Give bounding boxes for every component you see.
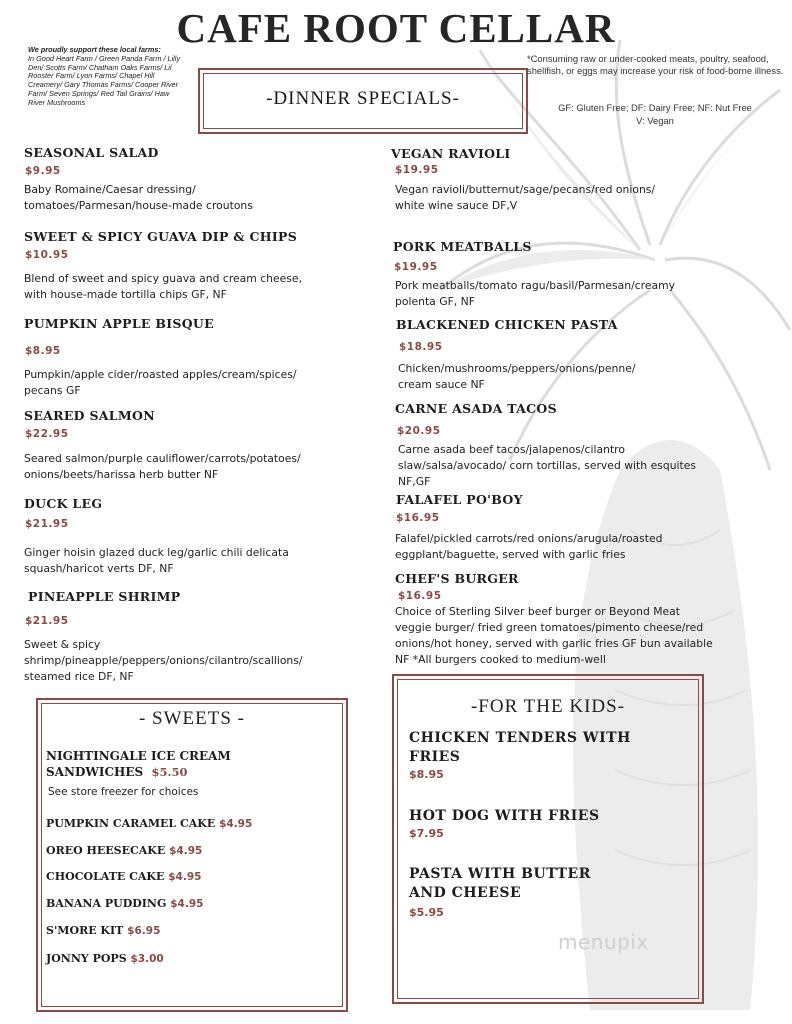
item-name: BLACKENED CHICKEN PASTA: [396, 317, 618, 332]
sweet-item: CHOCOLATE CAKE $4.95: [46, 870, 202, 883]
sweet-note: See store freezer for choices: [48, 786, 199, 798]
sweet-price: $4.95: [169, 845, 203, 857]
item-description: Carne asada beef tacos/jalapenos/cilantro slaw/salsa/avocado/ corn tortillas, served with esquites NF,GF: [398, 443, 697, 488]
sweet-price: $4.95: [170, 898, 204, 910]
farms-heading: We proudly support these local farms:: [28, 45, 161, 54]
sweets-box: [36, 698, 348, 1012]
item-description: Chicken/mushrooms/peppers/onions/penne/ cream sauce NF: [398, 362, 636, 391]
item-price: $18.95: [399, 341, 443, 353]
legend-line-1: GF: Gluten Free; DF: Dairy Free; NF: Nut Free: [558, 102, 752, 113]
item-description: Ginger hoisin glazed duck leg/garlic chili delicata squash/haricot verts DF, NF: [24, 546, 289, 575]
restaurant-title: CAFE ROOT CELLAR: [176, 5, 616, 51]
item-description: Choice of Sterling Silver beef burger or Beyond Meat veggie burger/ fried green tomatoes/pimento cheese/red onions/hot honey, served with garlic fries GF bun available NF *All burgers cooked to medium-well: [395, 605, 713, 666]
menupix-watermark: menupix: [558, 930, 649, 954]
sweet-price: $3.00: [130, 953, 164, 965]
sweet-item: S'MORE KIT $6.95: [46, 924, 161, 937]
item-price: $20.95: [397, 425, 441, 437]
item-description: Seared salmon/purple cauliflower/carrots/potatoes/ onions/beets/harissa herb butter NF: [24, 452, 301, 481]
item-price: $9.95: [25, 165, 61, 177]
item-name: PUMPKIN APPLE BISQUE: [24, 316, 214, 331]
item-description: Pork meatballs/tomato ragu/basil/Parmesan/creamy polenta GF, NF: [395, 279, 676, 308]
sweet-item: PUMPKIN CARAMEL CAKE $4.95: [46, 817, 253, 830]
item-price: $21.95: [25, 518, 69, 530]
item-description: Sweet & spicy shrimp/pineapple/peppers/onions/cilantro/scallions/ steamed rice DF, NF: [24, 638, 303, 683]
sweet-price: $5.50: [151, 765, 188, 779]
item-price: $8.95: [25, 345, 61, 357]
kids-box: [392, 674, 704, 1004]
food-safety-disclaimer: *Consuming raw or under-cooked meats, poultry, seafood, shellfish, or eggs may increase your risk of food-borne illness.: [527, 53, 784, 76]
item-description: Blend of sweet and spicy guava and cream cheese, with house-made tortilla chips GF, NF: [24, 272, 303, 301]
sweet-item: OREO HEESECAKE $4.95: [46, 844, 203, 857]
farms-list: In Good Heart Farm / Green Panda Farm / Lilly Den/ Scotts Farm/ Chatham Oaks Farms/ Lil Rooster Farm/ Lyon Farms/ Chapel Hill Creamery/ Gary Thomas Farms/ Cooper River Farm/ Seven Springs/ Red Tail Grains/ Haw River Mushrooms: [28, 53, 181, 107]
sweet-price: $4.95: [168, 871, 202, 883]
item-name: SEASONAL SALAD: [24, 145, 159, 160]
item-name: CARNE ASADA TACOS: [395, 401, 557, 416]
item-name: PINEAPPLE SHRIMP: [28, 589, 181, 604]
kids-title: -FOR THE KIDS-: [470, 696, 626, 717]
item-price: $22.95: [25, 428, 69, 440]
dinner-specials-title: -DINNER SPECIALS-: [266, 88, 460, 109]
item-price: $16.95: [396, 512, 440, 524]
sweets-title: - SWEETS -: [138, 708, 246, 729]
item-description: Falafel/pickled carrots/red onions/arugula/roasted eggplant/baguette, served with garlic fries: [395, 532, 663, 561]
item-price: $16.95: [398, 590, 442, 602]
sweet-price: $6.95: [127, 925, 161, 937]
item-name: CHEF'S BURGER: [395, 571, 519, 586]
sweet-item: JONNY POPS $3.00: [46, 952, 164, 965]
item-name: SEARED SALMON: [24, 408, 155, 423]
kids-item-price: $8.95: [409, 768, 444, 781]
item-price: $19.95: [395, 164, 439, 176]
item-name: VEGAN RAVIOLI: [391, 146, 511, 161]
kids-item-price: $5.95: [409, 906, 444, 919]
item-price: $21.95: [25, 615, 69, 627]
item-name: FALAFEL PO'BOY: [396, 492, 523, 507]
item-name: DUCK LEG: [24, 496, 103, 511]
legend-line-2: V: Vegan: [636, 114, 674, 126]
item-price: $10.95: [25, 249, 69, 261]
kids-item-name: HOT DOG WITH FRIES: [409, 808, 600, 824]
sweet-name: SANDWICHES $5.50: [46, 765, 188, 779]
local-farms-note: [28, 46, 188, 108]
kids-item-price: $7.95: [409, 827, 444, 840]
item-description: Vegan ravioli/butternut/sage/pecans/red onions/ white wine sauce DF,V: [395, 183, 656, 212]
dinner-specials-banner: [198, 68, 528, 134]
item-name: PORK MEATBALLS: [393, 239, 532, 254]
diet-legend: [535, 102, 775, 127]
sweet-item: BANANA PUDDING $4.95: [46, 897, 204, 910]
sweet-price: $4.95: [219, 818, 253, 830]
sweet-name: NIGHTINGALE ICE CREAM: [46, 749, 231, 763]
kids-item-name: PASTA WITH BUTTER AND CHEESE: [409, 866, 591, 901]
item-description: Baby Romaine/Caesar dressing/ tomatoes/Parmesan/house-made croutons: [24, 183, 253, 212]
kids-item-name: CHICKEN TENDERS WITH FRIES: [409, 730, 631, 765]
item-price: $19.95: [394, 261, 438, 273]
item-name: SWEET & SPICY GUAVA DIP & CHIPS: [24, 229, 298, 244]
item-description: Pumpkin/apple cider/roasted apples/cream/spices/ pecans GF: [24, 368, 297, 397]
